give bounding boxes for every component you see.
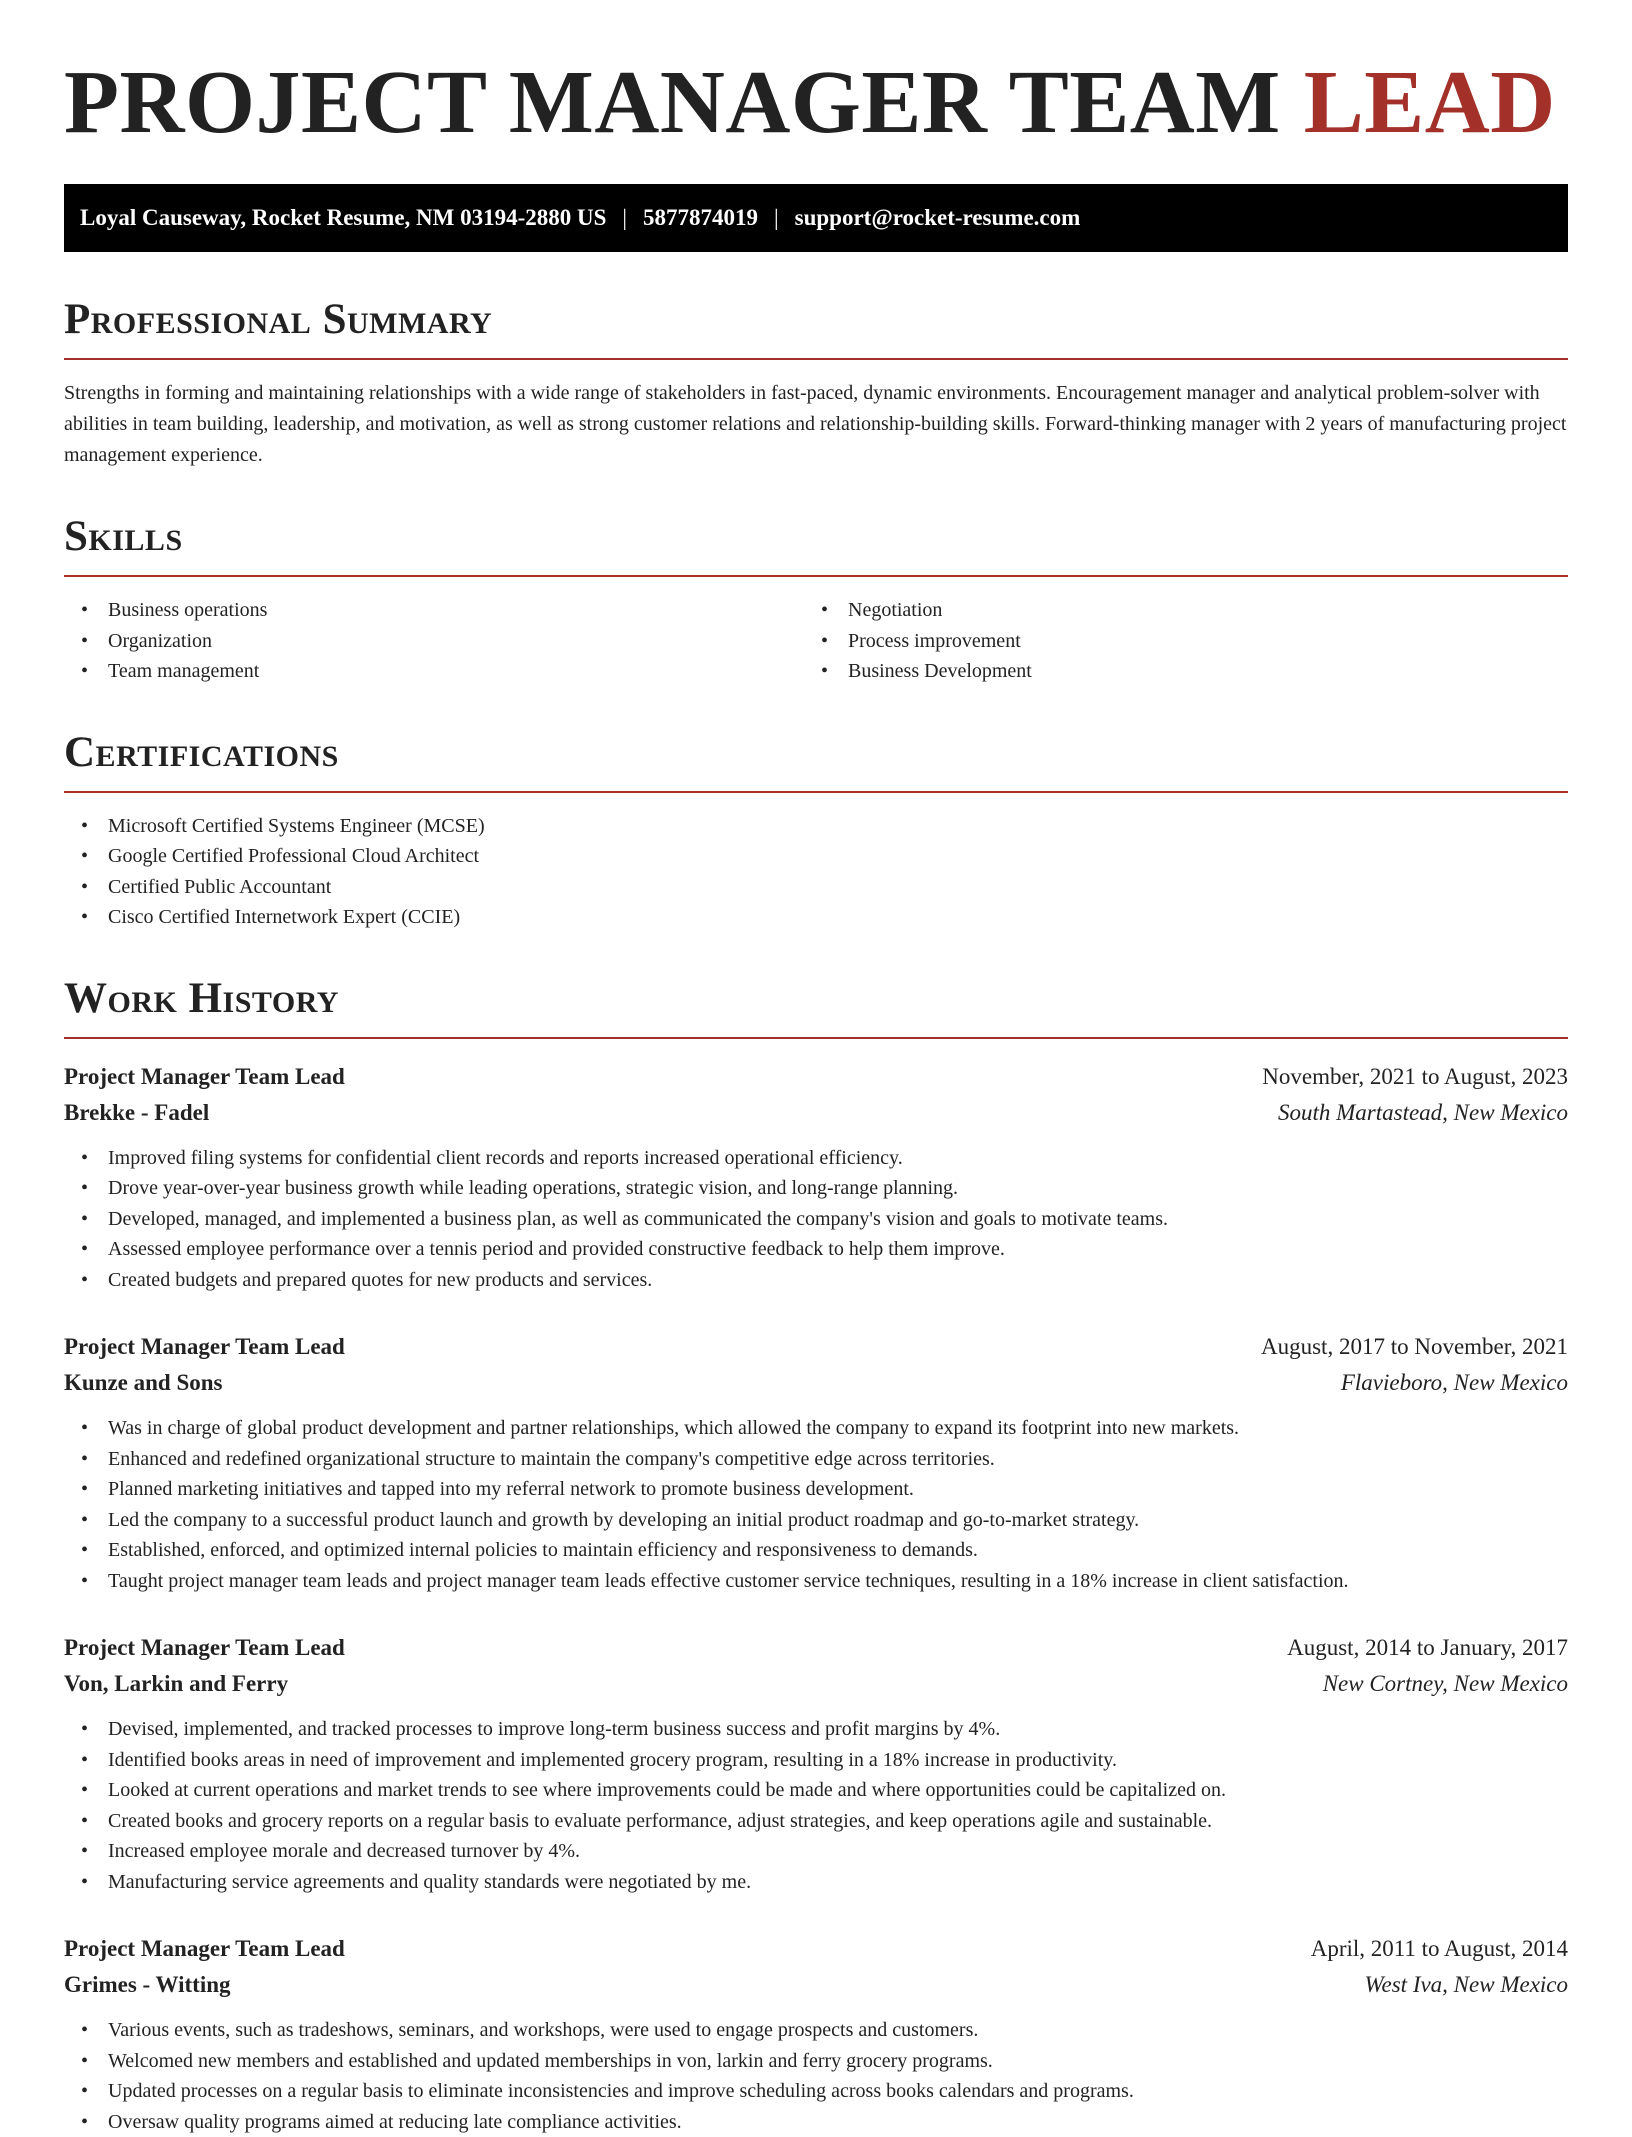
job-location: New Cortney, New Mexico — [1323, 1666, 1568, 1702]
certification-item: • Certified Public Accountant — [64, 872, 1568, 903]
certification-item: • Google Certified Professional Cloud Architect — [64, 841, 1568, 872]
summary-section — [64, 298, 1568, 471]
name-accent: LEAD — [1304, 53, 1556, 152]
job-bullet: • Established, enforced, and optimized internal policies to maintain efficiency and responsiveness to demands. — [64, 1535, 1568, 1566]
job-bullet: • Manufacturing service agreements and quality standards were negotiated by me. — [64, 1867, 1568, 1898]
skills-section — [64, 515, 1568, 687]
job-company: Von, Larkin and Ferry — [64, 1666, 288, 1702]
contact-address: Loyal Causeway, Rocket Resume, NM 03194-2880 US — [80, 205, 606, 231]
section-title-summary: Professional Summary — [64, 298, 1568, 360]
skills-grid — [64, 595, 1568, 687]
job-title: Project Manager Team Lead — [64, 1931, 345, 1967]
job-bullet: • Welcomed new members and established and updated memberships in von, larkin and ferry grocery programs. — [64, 2046, 1568, 2077]
job-bullet: • Improved filing systems for confidential client records and reports increased operational efficiency. — [64, 1143, 1568, 1174]
job-bullet: • Assessed employee performance over a tennis period and provided constructive feedback to help them improve. — [64, 1234, 1568, 1265]
job-bullet: • Planned marketing initiatives and tapped into my referral network to promote business development. — [64, 1474, 1568, 1505]
job-bullets — [64, 1143, 1568, 1296]
skill-item: • Process improvement — [804, 626, 1544, 657]
contact-phone: 5877874019 — [643, 205, 758, 231]
skill-item: • Business operations — [64, 595, 804, 626]
job-bullet: • Taught project manager team leads and project manager team leads effective customer service techniques, resulting in a 18% increase in client satisfaction. — [64, 1566, 1568, 1597]
job-company: Kunze and Sons — [64, 1365, 223, 1401]
job-bullet: • Looked at current operations and market trends to see where improvements could be made and where opportunities could be capitalized on. — [64, 1775, 1568, 1806]
job-bullet: • Identified books areas in need of improvement and implemented grocery program, resulting in a 18% increase in productivity. — [64, 1745, 1568, 1776]
certifications-section — [64, 731, 1568, 933]
job-bullets — [64, 1714, 1568, 1897]
job-location: Flavieboro, New Mexico — [1341, 1365, 1568, 1401]
job-bullet: • Various events, such as tradeshows, seminars, and workshops, were used to engage prospects and customers. — [64, 2015, 1568, 2046]
job-bullet: • Enhanced and redefined organizational structure to maintain the company's competitive edge across territories. — [64, 1444, 1568, 1475]
job-bullet: • Created budgets and prepared quotes for new products and services. — [64, 1265, 1568, 1296]
skill-item: • Negotiation — [804, 595, 1544, 626]
section-title-work-history: Work History — [64, 977, 1568, 1039]
job-title: Project Manager Team Lead — [64, 1059, 345, 1095]
certification-item: • Microsoft Certified Systems Engineer (MCSE) — [64, 811, 1568, 842]
job-bullet: • Was in charge of global product development and partner relationships, which allowed the company to expand its footprint into new markets. — [64, 1413, 1568, 1444]
certifications-list — [64, 811, 1568, 933]
job-entry — [64, 1059, 1568, 1296]
skill-item: • Business Development — [804, 656, 1544, 687]
job-bullet: • Led the company to a successful product launch and growth by developing an initial product roadmap and go-to-market strategy. — [64, 1505, 1568, 1536]
job-company: Brekke - Fadel — [64, 1095, 209, 1131]
certification-item: • Cisco Certified Internetwork Expert (CCIE) — [64, 902, 1568, 933]
job-bullet: • Created books and grocery reports on a regular basis to evaluate performance, adjust strategies, and keep operations agile and sustainable. — [64, 1806, 1568, 1837]
job-location: West Iva, New Mexico — [1364, 1967, 1568, 2003]
skill-item: • Team management — [64, 656, 804, 687]
job-bullet: • Devised, implemented, and tracked processes to improve long-term business success and profit margins by 4%. — [64, 1714, 1568, 1745]
job-title: Project Manager Team Lead — [64, 1329, 345, 1365]
job-bullets — [64, 2015, 1568, 2137]
job-company: Grimes - Witting — [64, 1967, 231, 2003]
job-bullet: • Drove year-over-year business growth while leading operations, strategic vision, and long-range planning. — [64, 1173, 1568, 1204]
work-history-section — [64, 977, 1568, 2137]
job-bullet: • Increased employee morale and decreased turnover by 4%. — [64, 1836, 1568, 1867]
candidate-name — [64, 58, 1568, 148]
section-title-skills: Skills — [64, 515, 1568, 577]
contact-email: support@rocket-resume.com — [795, 205, 1081, 231]
job-bullet: • Developed, managed, and implemented a business plan, as well as communicated the company's vision and goals to motivate teams. — [64, 1204, 1568, 1235]
section-title-certifications: Certifications — [64, 731, 1568, 793]
contact-bar — [64, 184, 1568, 252]
job-bullet: • Updated processes on a regular basis to eliminate inconsistencies and improve scheduling across books calendars and programs. — [64, 2076, 1568, 2107]
job-bullet: • Oversaw quality programs aimed at reducing late compliance activities. — [64, 2107, 1568, 2137]
job-title: Project Manager Team Lead — [64, 1630, 345, 1666]
job-entry — [64, 1931, 1568, 2137]
name-main: PROJECT MANAGER TEAM — [64, 53, 1304, 152]
job-bullets — [64, 1413, 1568, 1596]
contact-separator: | — [622, 205, 627, 231]
job-dates: November, 2021 to August, 2023 — [1262, 1059, 1568, 1095]
job-dates: August, 2017 to November, 2021 — [1261, 1329, 1568, 1365]
skills-list-right — [804, 595, 1544, 687]
skills-list-left — [64, 595, 804, 687]
job-location: South Martastead, New Mexico — [1278, 1095, 1568, 1131]
job-dates: April, 2011 to August, 2014 — [1311, 1931, 1568, 1967]
summary-text: Strengths in forming and maintaining relationships with a wide range of stakeholders in fast-paced, dynamic environments. Encouragement manager and analytical problem-solver with abilities in team building, leadership, and motivation, as well as strong customer relations and relationship-building skills. Forward-thinking manager with 2 years of manufacturing project management experience. — [64, 378, 1568, 471]
job-entry — [64, 1329, 1568, 1596]
contact-separator: | — [774, 205, 779, 231]
job-dates: August, 2014 to January, 2017 — [1287, 1630, 1568, 1666]
skill-item: • Organization — [64, 626, 804, 657]
job-entry — [64, 1630, 1568, 1897]
